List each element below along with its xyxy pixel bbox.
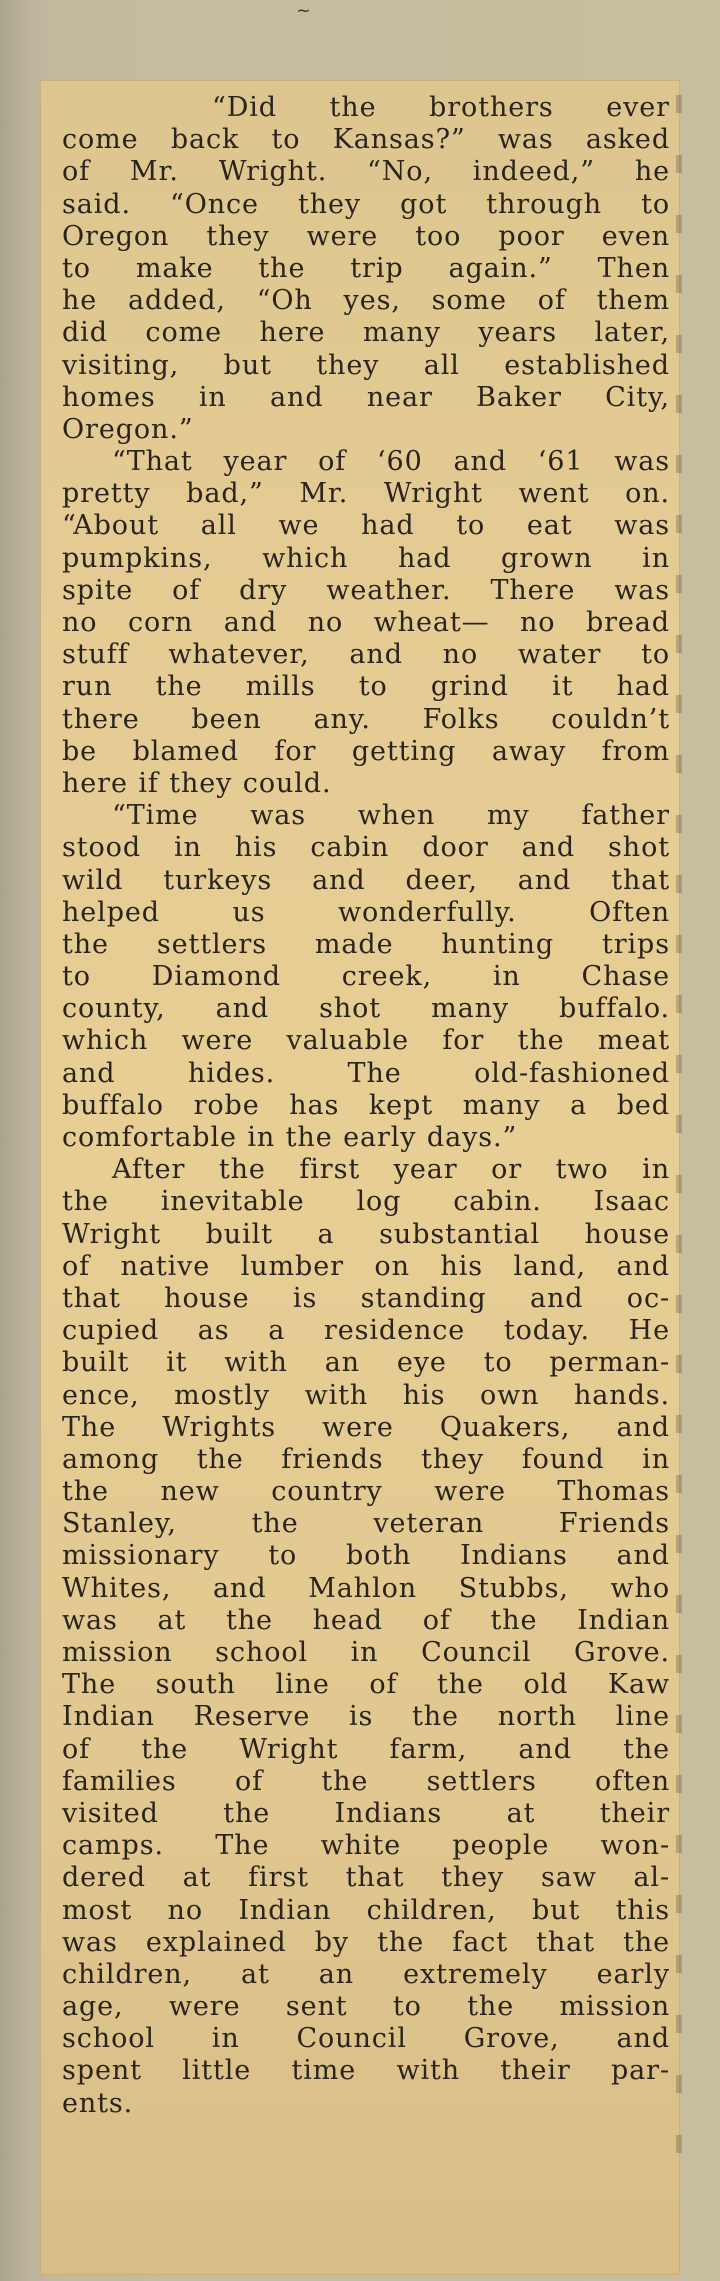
article-line: Oregon they were too poor even (62, 220, 670, 252)
article-line: he added, “Oh yes, some of them (62, 285, 670, 317)
article-line: built it with an eye to perman- (62, 1347, 670, 1379)
article-line: “That year of ‘60 and ‘61 was (112, 446, 670, 478)
article-line: “About all we had to eat was (62, 510, 670, 542)
article-line: and hides. The old-fashioned (62, 1057, 670, 1089)
article-line: school in Council Grove, and (62, 2023, 670, 2055)
article-line: no corn and no wheat— no bread (62, 607, 670, 638)
article-line: to Diamond creek, in Chase (62, 961, 670, 993)
article-line: buffalo robe has kept many a bed (62, 1089, 670, 1121)
article-line: ents. (62, 2087, 134, 2119)
article-line: Oregon.” (62, 413, 194, 445)
article-line: the inevitable log cabin. Isaac (62, 1186, 670, 1218)
article-line: spite of dry weather. There was (62, 574, 670, 606)
article-line: which were valuable for the meat (62, 1025, 670, 1057)
article-line: “Did the brothers ever (212, 92, 670, 123)
article-text (62, 92, 670, 2120)
article-line: pumpkins, which had grown in (62, 542, 670, 574)
article-line: county, and shot many buffalo. (62, 993, 670, 1025)
article-line: was explained by the fact that the (62, 1926, 670, 1958)
article-line: was at the head of the Indian (62, 1604, 670, 1636)
article-line: the settlers made hunting trips (62, 928, 670, 960)
article-line: most no Indian children, but this (62, 1894, 670, 1926)
article-line: to make the trip again.” Then (62, 252, 670, 284)
article-line: spent little time with their par- (62, 2055, 670, 2087)
article-line: age, were sent to the mission (62, 1991, 670, 2023)
article-line: Indian Reserve is the north line (62, 1701, 670, 1733)
article-line: wild turkeys and deer, and that (62, 864, 670, 896)
article-line: visiting, but they all established (62, 349, 670, 381)
article-line: the new country were Thomas (62, 1476, 670, 1508)
article-line: of native lumber on his land, and (62, 1250, 670, 1282)
top-pen-mark: ~ (296, 0, 312, 21)
article-line: Whites, and Mahlon Stubbs, who (62, 1572, 670, 1604)
article-line: families of the settlers often (62, 1765, 670, 1797)
article-line: of Mr. Wright. “No, indeed,” he (62, 156, 670, 188)
article-line: did come here many years later, (62, 317, 670, 349)
article-line: run the mills to grind it had (62, 671, 670, 703)
article-line: comfortable in the early days.” (62, 1122, 518, 1153)
article-line: be blamed for getting away from (62, 735, 670, 767)
article-line: there been any. Folks couldn’t (62, 703, 670, 735)
article-line: said. “Once they got through to (62, 188, 670, 220)
article-line: mission school in Council Grove. (62, 1637, 670, 1668)
article-line: dered at first that they saw al- (62, 1862, 670, 1894)
article-line: come back to Kansas?” was asked (62, 124, 670, 156)
article-line: visited the Indians at their (62, 1797, 670, 1829)
article-line: stuff whatever, and no water to (62, 639, 670, 671)
article-line: helped us wonderfully. Often (62, 896, 670, 928)
article-line: homes in and near Baker City, (62, 381, 670, 413)
article-line: cupied as a residence today. He (62, 1315, 670, 1347)
article-line: The south line of the old Kaw (62, 1669, 670, 1701)
article-line: “Time was when my father (112, 800, 670, 832)
article-line: Stanley, the veteran Friends (62, 1508, 670, 1540)
article-line: among the friends they found in (62, 1443, 670, 1475)
article-line: pretty bad,” Mr. Wright went on. (62, 478, 670, 510)
article-line: stood in his cabin door and shot (62, 832, 670, 864)
article-line: that house is standing and oc- (62, 1282, 670, 1314)
clipping-right-edge (676, 95, 682, 2195)
article-line: children, at an extremely early (62, 1958, 670, 1990)
article-line: ence, mostly with his own hands. (62, 1379, 670, 1411)
article-line: missionary to both Indians and (62, 1540, 670, 1572)
article-line: camps. The white people won- (62, 1830, 670, 1862)
article-line: Wright built a substantial house (62, 1218, 670, 1250)
article-line: The Wrights were Quakers, and (62, 1411, 670, 1443)
article-line: After the first year or two in (112, 1154, 670, 1186)
article-line: here if they could. (62, 767, 332, 799)
article-line: of the Wright farm, and the (62, 1733, 670, 1765)
